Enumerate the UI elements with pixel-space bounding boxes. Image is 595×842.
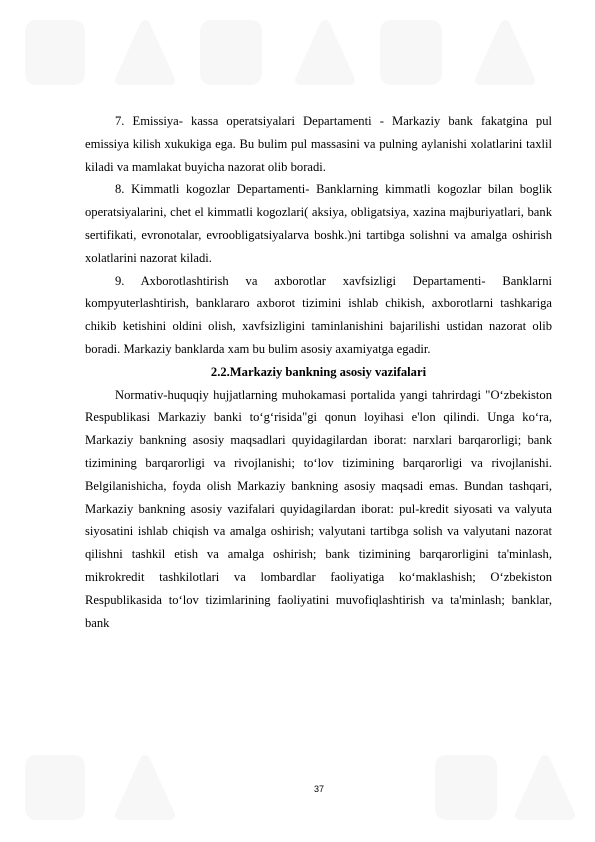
paragraph-emission-department: 7. Emissiya- kassa operatsiyalari Departamenti - Markaziy bank fakatgina pul emissiya kilish xukukiga ega. Bu bulim pul massasini va pulning aylanishi xolatlarini taxlil kiladi va mamlakat buyicha nazorat olib boradi.	[85, 114, 552, 174]
section-heading: 2.2.Markaziy bankning asosiy vazifalari	[210, 364, 427, 379]
paragraph-securities-department: 8. Kimmatli kogozlar Departamenti- Banklarning kimmatli kogozlar bilan boglik operatsiyalarini, chet el kimmatli kogozlari( aksiya, obligatsiya, xazina majburiyatlari, bank sertifikati, evronotalar, evroobligatsiyalarva boshk.)ni tartibga solishni va amalga oshirish xolatlarini nazorat kiladi.	[85, 182, 552, 265]
page-number: 37	[313, 784, 324, 794]
document-body	[85, 110, 552, 634]
paragraph-central-bank-tasks: Normativ-huquqiy hujjatlarning muhokamasi portalida yangi tahrirdagi "O‘zbekiston Respublikasi Markaziy banki to‘g‘risida"gi qonun loyihasi e'lon qilindi. Unga ko‘ra, Markaziy bankning asosiy maqsadlari quyidagilardan iborat: narxlari barqarorligi; bank tizimining barqarorligi va rivojlanishi; to‘lov tizimining barqarorligi va rivojlanishi. Belgilanishicha, foyda olish Markaziy bankning asosiy maqsadi emas. Bundan tashqari, Markaziy bankning asosiy vazifalari quyidagilardan iborat: pul-kredit siyosati va valyuta siyosatini ishlab chiqish va amalga oshirish; valyutani tartibga solish va valyutani nazorat qilishni tashkil etish va amalga oshirish; bank tizimining barqarorligini ta'minlash, mikrokredit tashkilotlari va lombardlar faoliyatiga ko‘maklashish; O‘zbekiston Respublikasida to‘lov tizimlarining faoliyatini muvofiqlashtirish va ta'minlash; banklar, bank	[85, 387, 552, 630]
paragraph-informatization-department: 9. Axborotlashtirish va axborotlar xavfsizligi Departamenti- Banklarni kompyuterlashtirish, banklararo axborot tizimini ishlab chikish, axborotlarni tashkariga chikib ketishini oldini olish, xavfsizligini taminlanishini bajarilishi ustidan nazorat olib boradi. Markaziy banklarda xam bu bulim asosiy axamiyatga egadir.	[85, 273, 552, 356]
